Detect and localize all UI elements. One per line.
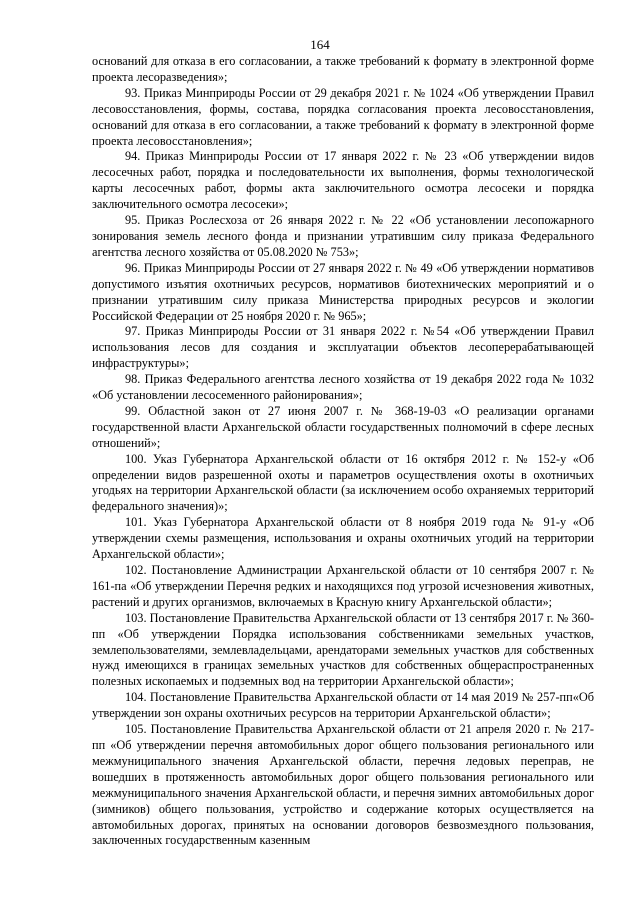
item-text: Постановление Правительства Архангельской области от 13 сентября 2017 г. № 360-пп «Об утверждении Порядка использования собственниками земельных участков, землепользователями, землевладельцами, арендаторами земельных участков для собственных нужд имеющихся в границах земельных участков для собственных общераспространенных полезных ископаемых и подземных вод на территории Архангельской области»; <box>92 610 594 689</box>
item-number: 101. <box>125 515 147 530</box>
item-text: Указ Губернатора Архангельской области от 16 октября 2012 г. № 152-у «Об определении видов разрешенной охоты и параметров осуществления охоты в охотничьих угодьях на территории Архангельской области (за исключением особо охраняемых территорий федерального значения)»; <box>92 451 594 514</box>
list-item <box>92 452 594 516</box>
item-text: Постановление Правительства Архангельской области от 14 мая 2019 № 257-пп«Об утверждении зон охраны охотничьих ресурсов на территории Архангельской области»; <box>92 690 594 721</box>
item-text: Указ Губернатора Архангельской области от 8 ноября 2019 года № 91-у «Об утверждении схемы размещения, использования и охраны охотничьих угодий на территории Архангельской области»; <box>92 515 594 562</box>
list-item <box>92 690 594 722</box>
list-item <box>92 324 594 372</box>
list-item <box>92 261 594 325</box>
page-number: 164 <box>310 37 330 52</box>
item-number: 102. <box>125 563 147 577</box>
item-number: 98. <box>125 372 141 387</box>
list-item <box>92 86 594 150</box>
item-number: 93. <box>125 85 141 100</box>
item-text: Постановление Администрации Архангельской области от 10 сентября 2007 г. № 161-па «Об утверждении Перечня редких и находящихся под угрозой исчезновения животных, растений и других организмов, включаемых в Красную книгу Архангельской области»; <box>92 563 594 609</box>
item-number: 100. <box>125 451 147 466</box>
item-text: Областной закон от 27 июня 2007 г. № 368-19-03 «О реализации органами государственной власти Архангельской области государственных полномочий в сфере лесных отношений»; <box>92 403 594 450</box>
item-number: 95. <box>125 213 141 228</box>
document-body <box>92 54 594 849</box>
item-number: 97. <box>125 324 141 339</box>
item-number: 99. <box>125 403 141 418</box>
list-item <box>92 404 594 452</box>
item-number: 104. <box>125 690 147 705</box>
item-number: 96. <box>125 260 141 275</box>
list-item <box>92 563 594 611</box>
item-text: Приказ Минприроды России от 31 января 2022 г. №54 «Об утверждении Правил использования лесов для создания и эксплуатации объектов лесоперерабатывающей инфраструктуры»; <box>92 324 594 371</box>
list-item <box>92 149 594 213</box>
item-text: Приказ Минприроды России от 17 января 2022 г. № 23 «Об утверждении видов лесосечных работ, порядка и последовательности их выполнения, формы технологической карты лесосечных работ, формы акта заключительного осмотра лесосеки и порядка заключительного осмотра лесосеки»; <box>92 149 594 212</box>
item-text: Постановление Правительства Архангельской области от 21 апреля 2020 г. № 217-пп «Об утверждении перечня автомобильных дорог общего пользования регионального или межмуниципального значения Архангельской области, перечня ледовых переправ, не вошедших в протяженность автомобильных дорог общего пользования регионального или межмуниципального значения Архангельской области, и перечня зимних автомобильных дорог (зимников) общего пользования, устройство и содержание которых осуществляется на автомобильных дорогах, принятых на основании договоров безвозмездного пользования, заключенных государственным казенным <box>92 722 595 848</box>
item-text: Приказ Минприроды России от 29 декабря 2021 г. № 1024 «Об утверждении Правил лесовосстановления, формы, состава, порядка согласования проекта лесовосстановления, оснований для отказа в его согласовании, а также требований к формату в электронной форме проекта лесовосстановления»; <box>92 85 594 148</box>
paragraph-text: оснований для отказа в его согласовании, а также требований к формату в электронной форме проекта лесоразведения»; <box>92 54 594 84</box>
item-text: Приказ Рослесхоза от 26 января 2022 г. № 22 «Об установлении лесопожарного зонирования земель лесного фонда и признании утратившим силу приказа Федерального агентства лесного хозяйства от 05.08.2020 № 753»; <box>92 213 595 259</box>
paragraph-continuation <box>92 54 594 86</box>
item-number: 94. <box>125 149 141 164</box>
list-item <box>92 722 594 849</box>
list-item <box>92 372 594 404</box>
item-number: 103. <box>125 610 147 625</box>
item-number: 105. <box>125 722 147 737</box>
list-item <box>92 213 594 261</box>
list-item <box>92 515 594 563</box>
list-item <box>92 611 594 691</box>
item-text: Приказ Минприроды России от 27 января 2022 г. № 49 «Об утверждении нормативов допустимого изъятия охотничьих ресурсов, нормативов биотехнических мероприятий и о признании утратившим силу приказа Министерства природных ресурсов и экологии Российской Федерации от 25 ноября 2020 г. № 965»; <box>92 260 595 323</box>
item-text: Приказ Федерального агентства лесного хозяйства от 19 декабря 2022 года № 1032 «Об установлении лесосеменного районирования»; <box>92 372 595 403</box>
